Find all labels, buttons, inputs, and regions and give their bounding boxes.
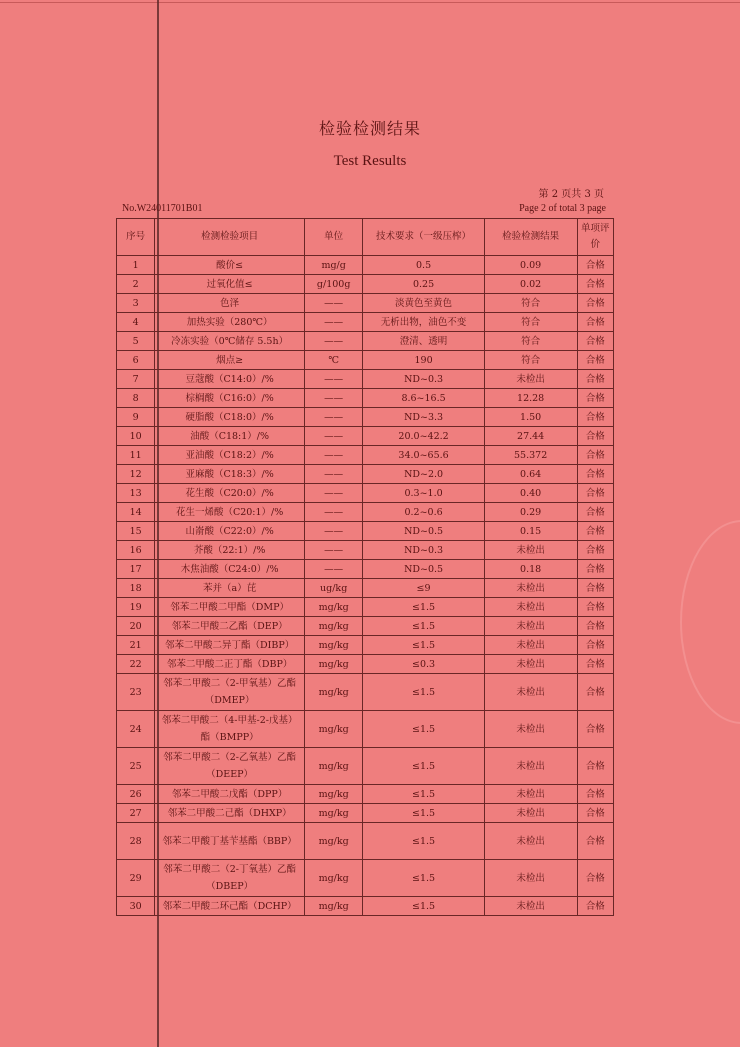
cell-unit: mg/kg [304, 785, 363, 804]
cell-requirement: 0.3~1.0 [363, 484, 484, 503]
cell-result: 未检出 [484, 579, 577, 598]
cell-evaluation: 合格 [577, 427, 613, 446]
table-header-row [117, 219, 614, 256]
cell-result: 未检出 [484, 598, 577, 617]
table-row [117, 389, 614, 408]
cell-item: 邻苯二甲酸二（2-乙氧基）乙酯（DEEP） [155, 748, 305, 785]
cell-no: 21 [117, 636, 155, 655]
cell-unit: mg/kg [304, 617, 363, 636]
cell-no: 12 [117, 465, 155, 484]
page-title-cn: 检验检测结果 [318, 119, 421, 138]
cell-item: 木焦油酸（C24:0）/% [155, 560, 305, 579]
cell-unit: mg/kg [304, 748, 363, 785]
cell-result: 未检出 [484, 674, 577, 711]
cell-requirement: 无析出物，油色不变 [363, 313, 484, 332]
cell-unit: —— [304, 465, 363, 484]
cell-unit: —— [304, 503, 363, 522]
table-row [117, 351, 614, 370]
table-row [117, 598, 614, 617]
cell-unit: —— [304, 294, 363, 313]
cell-item: 芥酸（22:1）/% [155, 541, 305, 560]
cell-unit: —— [304, 313, 363, 332]
table-row [117, 674, 614, 711]
cell-no: 25 [117, 748, 155, 785]
cell-no: 14 [117, 503, 155, 522]
cell-item: 冷冻实验（0℃储存 5.5h） [155, 332, 305, 351]
cell-result: 未检出 [484, 617, 577, 636]
cell-requirement: ≤1.5 [363, 860, 484, 897]
cell-requirement: ≤9 [363, 579, 484, 598]
cell-requirement: ND~0.3 [363, 541, 484, 560]
cell-evaluation: 合格 [577, 465, 613, 484]
cell-no: 6 [117, 351, 155, 370]
header-unit: 单位 [304, 219, 363, 256]
seal-stamp [680, 520, 740, 724]
table-row [117, 503, 614, 522]
table-row [117, 636, 614, 655]
cell-no: 15 [117, 522, 155, 541]
table-body [117, 256, 614, 916]
cell-unit: mg/kg [304, 598, 363, 617]
cell-no: 27 [117, 804, 155, 823]
cell-evaluation: 合格 [577, 748, 613, 785]
table-row [117, 465, 614, 484]
cell-result: 符合 [484, 294, 577, 313]
cell-evaluation: 合格 [577, 408, 613, 427]
cell-unit: —— [304, 446, 363, 465]
cell-no: 16 [117, 541, 155, 560]
cell-result: 未检出 [484, 541, 577, 560]
cell-evaluation: 合格 [577, 711, 613, 748]
cell-evaluation: 合格 [577, 275, 613, 294]
cell-item: 邻苯二甲酸二环己酯（DCHP） [155, 897, 305, 916]
cell-item: 邻苯二甲酸二（2-丁氧基）乙酯（DBEP） [155, 860, 305, 897]
cell-item: 棕榈酸（C16:0）/% [155, 389, 305, 408]
cell-evaluation: 合格 [577, 560, 613, 579]
cell-requirement: ≤1.5 [363, 823, 484, 860]
cell-unit: mg/kg [304, 897, 363, 916]
table-row [117, 541, 614, 560]
cell-item: 邻苯二甲酸二正丁酯（DBP） [155, 655, 305, 674]
table-row [117, 256, 614, 275]
cell-item: 油酸（C18:1）/% [155, 427, 305, 446]
cell-no: 9 [117, 408, 155, 427]
cell-unit: —— [304, 522, 363, 541]
cell-evaluation: 合格 [577, 541, 613, 560]
cell-result: 0.40 [484, 484, 577, 503]
cell-unit: —— [304, 427, 363, 446]
cell-requirement: 190 [363, 351, 484, 370]
cell-result: 0.02 [484, 275, 577, 294]
cell-evaluation: 合格 [577, 785, 613, 804]
cell-requirement: ≤1.5 [363, 804, 484, 823]
cell-evaluation: 合格 [577, 579, 613, 598]
cell-evaluation: 合格 [577, 636, 613, 655]
cell-item: 邻苯二甲酸二异丁酯（DIBP） [155, 636, 305, 655]
cell-unit: —— [304, 370, 363, 389]
cell-evaluation: 合格 [577, 294, 613, 313]
page-number-cn: 第 2 页共 3 页 [538, 189, 604, 200]
cell-evaluation: 合格 [577, 313, 613, 332]
cell-result: 符合 [484, 332, 577, 351]
cell-unit: mg/kg [304, 674, 363, 711]
cell-unit: mg/kg [304, 823, 363, 860]
cell-result: 27.44 [484, 427, 577, 446]
cell-item: 邻苯二甲酸丁基苄基酯（BBP） [155, 823, 305, 860]
cell-unit: —— [304, 484, 363, 503]
cell-requirement: ≤1.5 [363, 897, 484, 916]
cell-evaluation: 合格 [577, 897, 613, 916]
cell-no: 8 [117, 389, 155, 408]
cell-requirement: ≤1.5 [363, 748, 484, 785]
table-row [117, 860, 614, 897]
cell-requirement: ≤0.3 [363, 655, 484, 674]
cell-item: 酸价≤ [155, 256, 305, 275]
table-row [117, 617, 614, 636]
cell-result: 0.29 [484, 503, 577, 522]
cell-evaluation: 合格 [577, 823, 613, 860]
cell-result: 0.15 [484, 522, 577, 541]
cell-item: 邻苯二甲酸二（2-甲氧基）乙酯（DMEP） [155, 674, 305, 711]
cell-evaluation: 合格 [577, 446, 613, 465]
cell-evaluation: 合格 [577, 598, 613, 617]
cell-requirement: ≤1.5 [363, 785, 484, 804]
table-row [117, 408, 614, 427]
cell-no: 20 [117, 617, 155, 636]
table-row [117, 370, 614, 389]
cell-result: 未检出 [484, 785, 577, 804]
cell-item: 山嵛酸（C22:0）/% [155, 522, 305, 541]
cell-item: 过氧化值≤ [155, 275, 305, 294]
cell-evaluation: 合格 [577, 503, 613, 522]
cell-requirement: ≤1.5 [363, 636, 484, 655]
cell-result: 1.50 [484, 408, 577, 427]
cell-item: 亚油酸（C18:2）/% [155, 446, 305, 465]
cell-unit: g/100g [304, 275, 363, 294]
cell-no: 19 [117, 598, 155, 617]
header-evaluation: 单项评价 [577, 219, 613, 256]
cell-item: 花生酸（C20:0）/% [155, 484, 305, 503]
header-result: 检验检测结果 [484, 219, 577, 256]
cell-no: 29 [117, 860, 155, 897]
cell-result: 未检出 [484, 804, 577, 823]
cell-item: 邻苯二甲酸二（4-甲基-2-戊基）酯（BMPP） [155, 711, 305, 748]
cell-no: 3 [117, 294, 155, 313]
cell-result: 0.18 [484, 560, 577, 579]
cell-item: 烟点≥ [155, 351, 305, 370]
cell-no: 1 [117, 256, 155, 275]
cell-evaluation: 合格 [577, 522, 613, 541]
cell-item: 硬脂酸（C18:0）/% [155, 408, 305, 427]
cell-requirement: 0.25 [363, 275, 484, 294]
cell-item: 邻苯二甲酸二乙酯（DEP） [155, 617, 305, 636]
cell-item: 邻苯二甲酸二甲酯（DMP） [155, 598, 305, 617]
cell-result: 未检出 [484, 823, 577, 860]
cell-evaluation: 合格 [577, 389, 613, 408]
table-row [117, 785, 614, 804]
cell-unit: —— [304, 332, 363, 351]
cell-requirement: 8.6~16.5 [363, 389, 484, 408]
table-row [117, 446, 614, 465]
cell-no: 13 [117, 484, 155, 503]
cell-requirement: ND~0.5 [363, 522, 484, 541]
cell-requirement: ≤1.5 [363, 674, 484, 711]
cell-item: 亚麻酸（C18:3）/% [155, 465, 305, 484]
cell-unit: —— [304, 541, 363, 560]
cell-evaluation: 合格 [577, 484, 613, 503]
cell-no: 7 [117, 370, 155, 389]
cell-requirement: 0.5 [363, 256, 484, 275]
table-row [117, 313, 614, 332]
cell-result: 12.28 [484, 389, 577, 408]
cell-result: 0.64 [484, 465, 577, 484]
cell-no: 18 [117, 579, 155, 598]
cell-no: 2 [117, 275, 155, 294]
cell-item: 邻苯二甲酸二己酯（DHXP） [155, 804, 305, 823]
cell-unit: —— [304, 389, 363, 408]
cell-unit: mg/g [304, 256, 363, 275]
page-top-edge [0, 2, 740, 3]
cell-item: 色泽 [155, 294, 305, 313]
table-row [117, 484, 614, 503]
page-title-en: Test Results [333, 153, 407, 169]
cell-no: 10 [117, 427, 155, 446]
cell-item: 豆蔻酸（C14:0）/% [155, 370, 305, 389]
cell-no: 4 [117, 313, 155, 332]
cell-requirement: ≤1.5 [363, 711, 484, 748]
cell-requirement: ND~0.5 [363, 560, 484, 579]
cell-evaluation: 合格 [577, 351, 613, 370]
cell-no: 5 [117, 332, 155, 351]
cell-evaluation: 合格 [577, 256, 613, 275]
cell-result: 符合 [484, 351, 577, 370]
cell-item: 苯并（a）芘 [155, 579, 305, 598]
table-row [117, 711, 614, 748]
cell-result: 未检出 [484, 636, 577, 655]
cell-evaluation: 合格 [577, 332, 613, 351]
cell-no: 24 [117, 711, 155, 748]
table-row [117, 823, 614, 860]
cell-requirement: ≤1.5 [363, 598, 484, 617]
table-row [117, 560, 614, 579]
cell-no: 11 [117, 446, 155, 465]
table-row [117, 655, 614, 674]
cell-evaluation: 合格 [577, 370, 613, 389]
header-item: 检测检验项目 [155, 219, 305, 256]
cell-requirement: 34.0~65.6 [363, 446, 484, 465]
table-row [117, 332, 614, 351]
cell-unit: mg/kg [304, 636, 363, 655]
cell-result: 0.09 [484, 256, 577, 275]
table-row [117, 748, 614, 785]
cell-requirement: ≤1.5 [363, 617, 484, 636]
cell-no: 26 [117, 785, 155, 804]
cell-unit: —— [304, 408, 363, 427]
cell-result: 55.372 [484, 446, 577, 465]
cell-requirement: ND~0.3 [363, 370, 484, 389]
cell-no: 23 [117, 674, 155, 711]
cell-unit: ug/kg [304, 579, 363, 598]
cell-unit: —— [304, 560, 363, 579]
header-no: 序号 [117, 219, 155, 256]
table-row [117, 427, 614, 446]
cell-evaluation: 合格 [577, 617, 613, 636]
cell-evaluation: 合格 [577, 655, 613, 674]
cell-result: 未检出 [484, 370, 577, 389]
cell-unit: ℃ [304, 351, 363, 370]
cell-requirement: ND~3.3 [363, 408, 484, 427]
cell-item: 邻苯二甲酸二戊酯（DPP） [155, 785, 305, 804]
cell-result: 未检出 [484, 897, 577, 916]
cell-requirement: ND~2.0 [363, 465, 484, 484]
results-table [116, 218, 614, 916]
cell-item: 加热实验（280℃） [155, 313, 305, 332]
cell-evaluation: 合格 [577, 804, 613, 823]
cell-result: 符合 [484, 313, 577, 332]
cell-requirement: 淡黄色至黄色 [363, 294, 484, 313]
report-number: No.W24011701B01 [122, 203, 203, 214]
cell-result: 未检出 [484, 748, 577, 785]
cell-result: 未检出 [484, 655, 577, 674]
table-row [117, 804, 614, 823]
header-requirement: 技术要求（一级压榨） [363, 219, 484, 256]
cell-no: 30 [117, 897, 155, 916]
cell-item: 花生一烯酸（C20:1）/% [155, 503, 305, 522]
table-row [117, 579, 614, 598]
table-row [117, 897, 614, 916]
cell-requirement: 0.2~0.6 [363, 503, 484, 522]
cell-unit: mg/kg [304, 804, 363, 823]
page-number-en: Page 2 of total 3 page [519, 203, 606, 214]
cell-unit: mg/kg [304, 860, 363, 897]
cell-evaluation: 合格 [577, 860, 613, 897]
table-row [117, 294, 614, 313]
cell-evaluation: 合格 [577, 674, 613, 711]
cell-no: 28 [117, 823, 155, 860]
cell-requirement: 澄清、透明 [363, 332, 484, 351]
cell-no: 22 [117, 655, 155, 674]
cell-no: 17 [117, 560, 155, 579]
table-row [117, 275, 614, 294]
cell-result: 未检出 [484, 711, 577, 748]
cell-unit: mg/kg [304, 711, 363, 748]
cell-unit: mg/kg [304, 655, 363, 674]
cell-result: 未检出 [484, 860, 577, 897]
table-row [117, 522, 614, 541]
cell-requirement: 20.0~42.2 [363, 427, 484, 446]
